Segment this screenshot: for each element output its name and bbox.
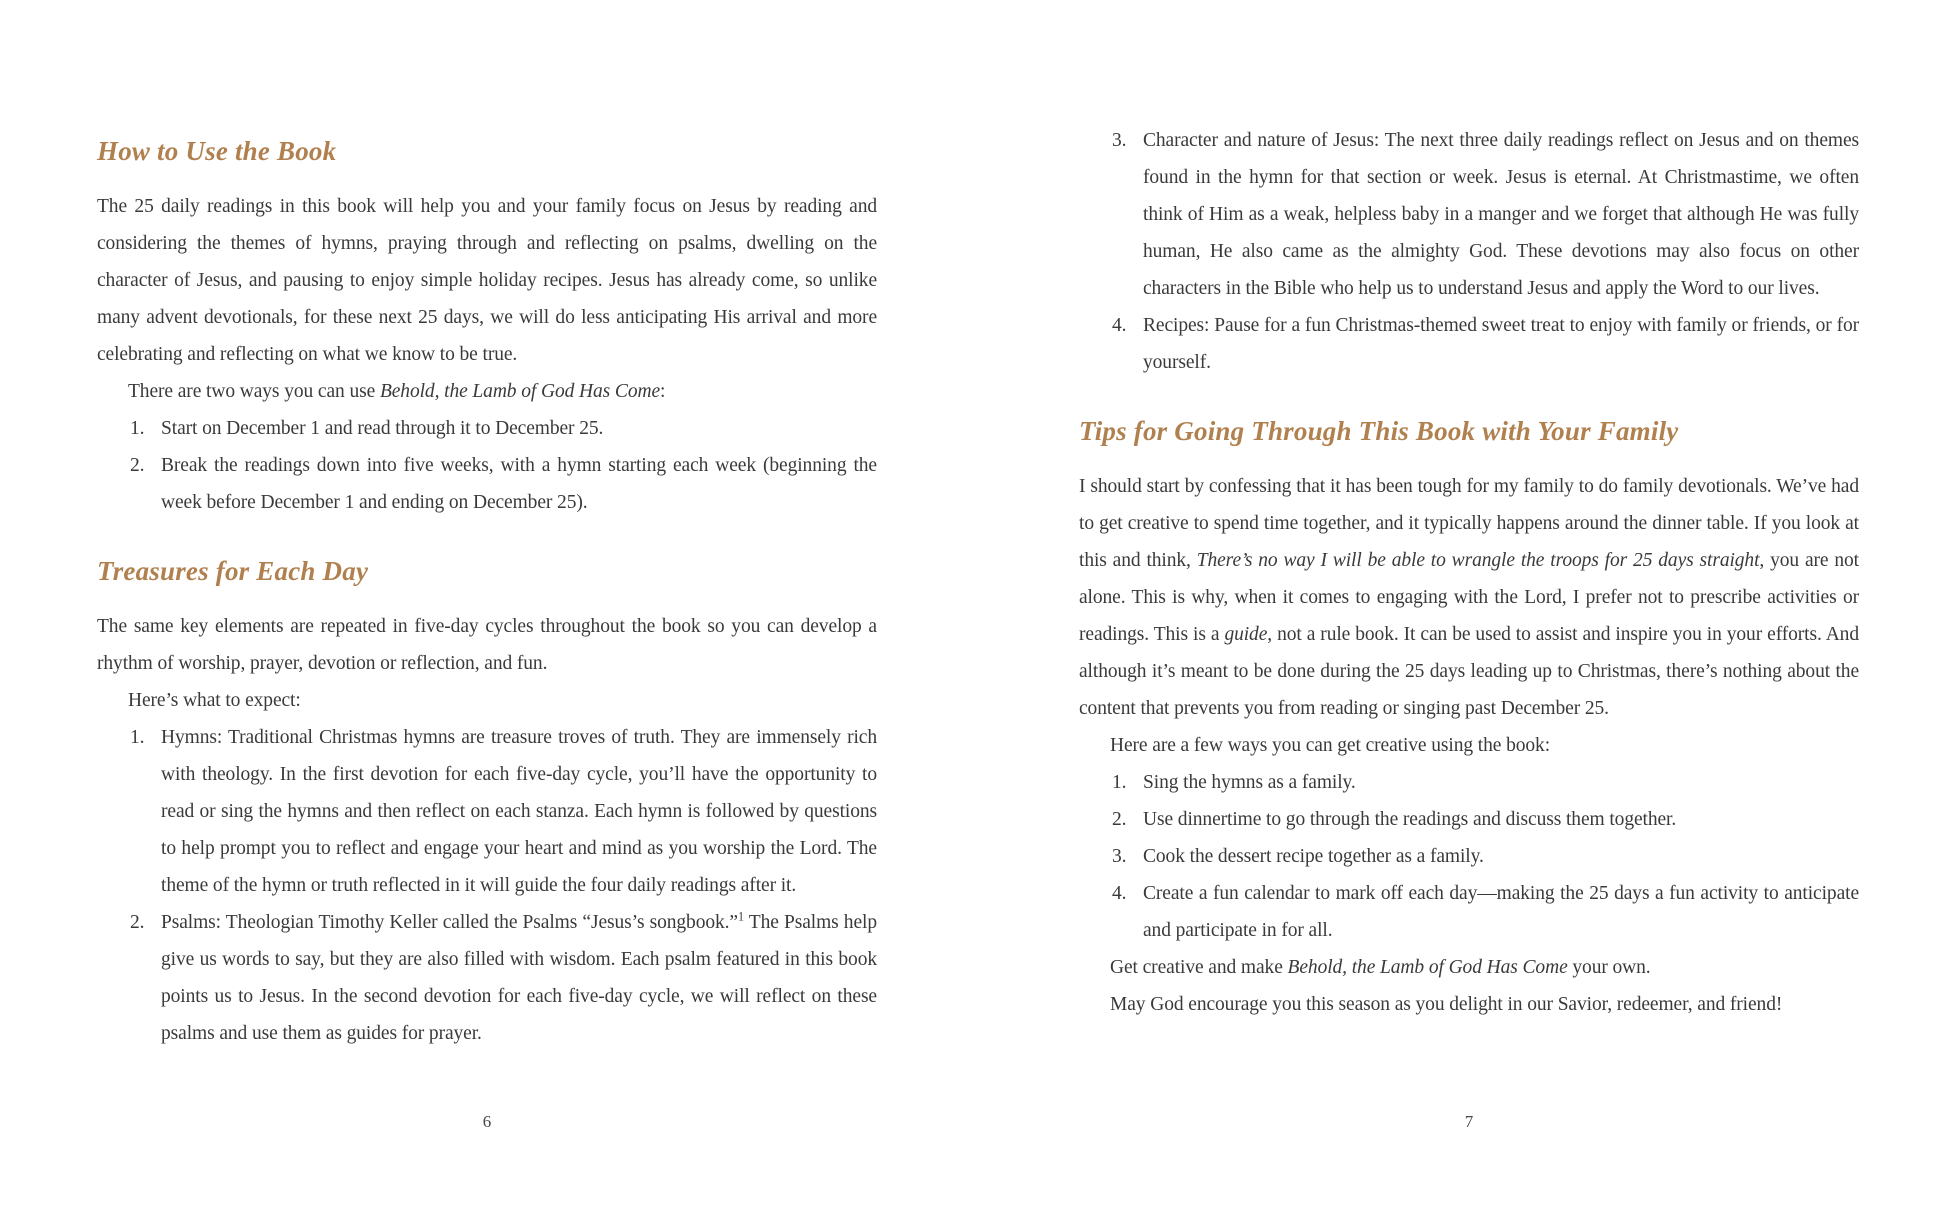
page-left — [97, 135, 877, 1052]
page-number-left: 6 — [482, 1112, 492, 1131]
list-item — [97, 904, 877, 1052]
page-right — [1079, 122, 1859, 1023]
list-treasures-continued — [1079, 122, 1859, 381]
section-heading-tips: Tips for Going Through This Book with Your Family — [1079, 416, 1679, 446]
list-item-text: Use dinnertime to go through the readings and discuss them together. — [1143, 808, 1677, 830]
paragraph-what-to-expect: Here’s what to expect: — [128, 689, 301, 711]
list-item — [97, 719, 877, 904]
list-item-text: Hymns: Traditional Christmas hymns are treasure troves of truth. They are immensely rich with theology. In the first devotion for each five-day cycle, you’ll have the opportunity to read or sing the hymns and then reflect on each stanza. Each hymn is followed by questions to help prompt you to reflect and engage your heart and mind as you worship the Lord. The theme of the hymn or truth reflected in it will guide the four daily readings after it. — [161, 726, 877, 896]
list-tips — [1079, 764, 1859, 949]
list-item — [97, 410, 877, 447]
list-item-text: Recipes: Pause for a fun Christmas-themed sweet treat to enjoy with family or friends, or for yourself. — [1143, 315, 1859, 373]
section-heading-how-to-use: How to Use the Book — [97, 136, 337, 166]
list-item — [1079, 307, 1859, 381]
list-item — [1079, 875, 1859, 949]
list-item-number: 2. — [130, 454, 145, 476]
list-treasures — [97, 719, 877, 1052]
list-item-number: 4. — [1112, 315, 1127, 336]
list-item-number: 3. — [1112, 130, 1127, 151]
list-item-text: Break the readings down into five weeks, with a hymn starting each week (beginning the week before December 1 and ending on December 25). — [161, 454, 877, 513]
list-item-text: Sing the hymns as a family. — [1143, 771, 1356, 793]
list-item-text: Character and nature of Jesus: The next three daily readings reflect on Jesus and on themes found in the hymn for that section or week. Jesus is eternal. At Christmastime, we often think of Him as a weak, helpless baby in a manger and we forget that although He was fully human, He also came as the almighty God. These devotions may also focus on other characters in the Bible who help us to understand Jesus and apply the Word to our lives. — [1143, 130, 1859, 299]
list-item-number: 2. — [1112, 808, 1127, 830]
list-item-text: Psalms: Theologian Timothy Keller called the Psalms “Jesus’s songbook.”$^1$ The Psalms help give us words to say, but they are also filled with wisdom. Each psalm featured in this book points us to Jesus. In the second devotion for each five-day cycle, we will reflect on these psalms and use them as guides for prayer. — [161, 909, 877, 1044]
list-item — [1079, 122, 1859, 307]
paragraph-two-ways: There are two ways you can use Behold, the Lamb of God Has Come: — [128, 380, 666, 402]
list-item — [1079, 801, 1859, 838]
paragraph-few-ways: Here are a few ways you can get creative using the book: — [1110, 734, 1551, 756]
page-number-right: 7 — [1464, 1112, 1474, 1131]
paragraph-treasures-intro: The same key elements are repeated in five-day cycles throughout the book so you can develop a rhythm of worship, prayer, devotion or reflection, and fun. — [97, 615, 877, 674]
list-item — [97, 447, 877, 521]
list-item-number: 2. — [130, 911, 145, 933]
list-item-text: Create a fun calendar to mark off each day—making the 25 days a fun activity to anticipate and participate in for all. — [1143, 882, 1859, 941]
list-item-number: 1. — [1112, 771, 1127, 793]
list-two-ways — [97, 410, 877, 521]
list-item-number: 3. — [1112, 845, 1127, 867]
paragraph-how-to-use-intro: The 25 daily readings in this book will help you and your family focus on Jesus by reading and considering the themes of hymns, praying through and reflecting on psalms, dwelling on the character of Jesus, and pausing to enjoy simple holiday recipes. Jesus has already come, so unlike many advent devotionals, for these next 25 days, we will do less anticipating His arrival and more celebrating and reflecting on what we know to be true. — [97, 195, 877, 365]
list-item-text: Cook the dessert recipe together as a family. — [1143, 845, 1484, 867]
section-heading-treasures: Treasures for Each Day — [97, 555, 369, 586]
list-item-number: 1. — [130, 726, 145, 748]
list-item-number: 1. — [130, 417, 145, 439]
paragraph-get-creative: Get creative and make Behold, the Lamb of God Has Come your own. — [1110, 956, 1651, 978]
list-item-text: Start on December 1 and read through it to December 25. — [161, 417, 604, 439]
list-item — [1079, 764, 1859, 801]
paragraph-tips-intro: I should start by confessing that it has been tough for my family to do family devotionals. We’ve had to get creative to spend time together, and it typically happens around the dinner table. If you look at this and think, There’s no way I will be able to wrangle the troops for 25 days straight, you are not alone. This is why, when it comes to engaging with the Lord, I prefer not to prescribe activities or readings. This is a guide, not a rule book. It can be used to assist and inspire you in your efforts. And although it’s meant to be done during the 25 days leading up to Christmas, there’s nothing about the content that prevents you from reading or singing past December 25. — [1079, 475, 1859, 719]
list-item-number: 4. — [1112, 882, 1127, 904]
paragraph-closing: May God encourage you this season as you delight in our Savior, redeemer, and friend! — [1110, 993, 1783, 1015]
list-item — [1079, 838, 1859, 875]
